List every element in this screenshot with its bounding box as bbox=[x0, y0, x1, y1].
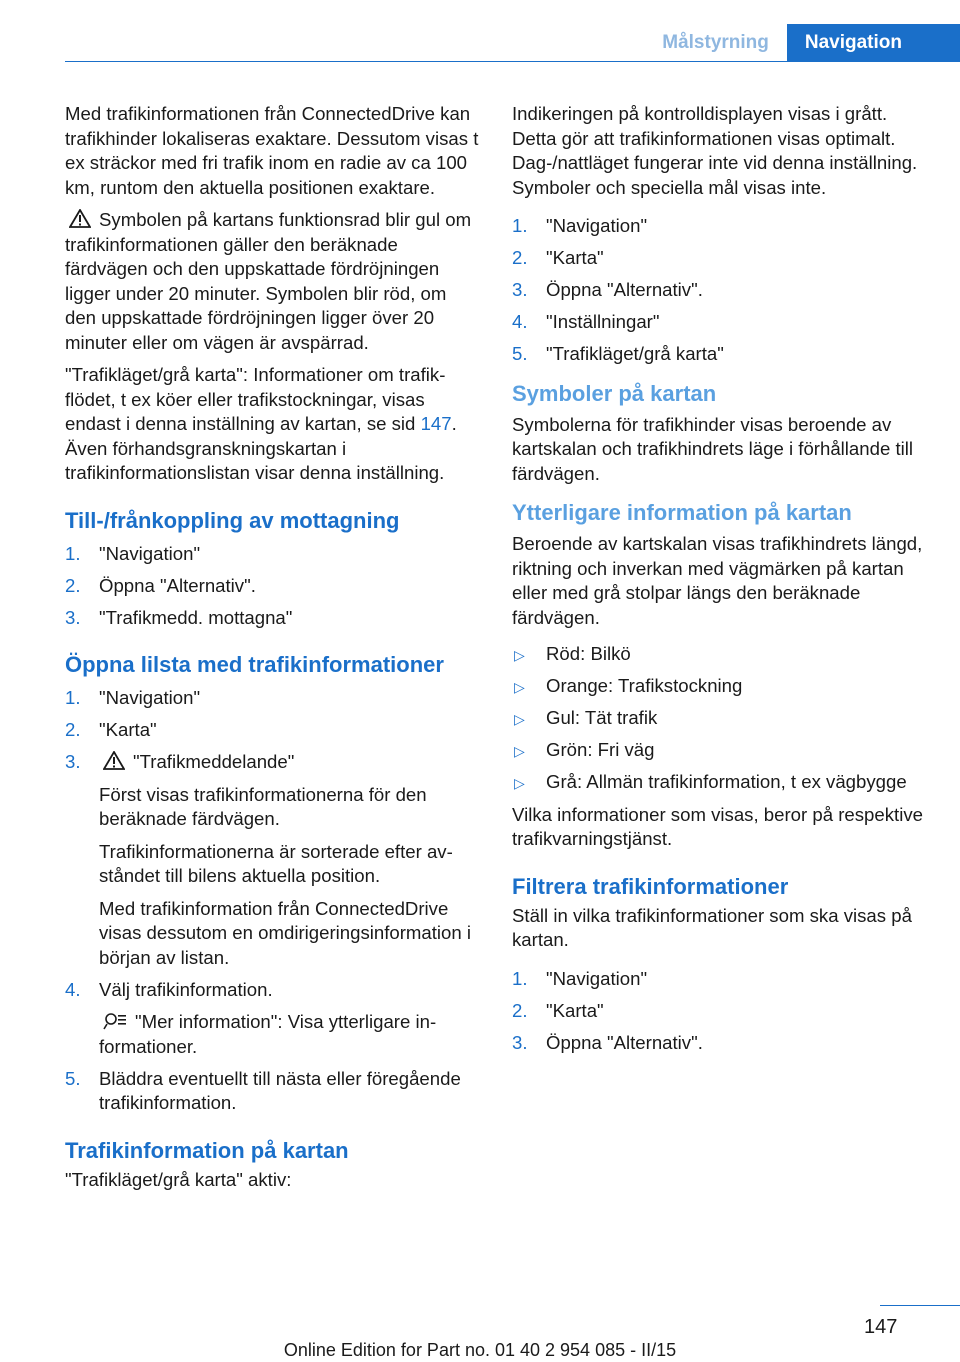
service-paragraph: Vilka informationer som visas, beror på respektive trafikvarningstjänst. bbox=[512, 803, 923, 849]
list-item: 5. "Trafikläget/grå karta" bbox=[512, 343, 724, 364]
open-list-steps bbox=[65, 686, 481, 1116]
settings-steps bbox=[512, 214, 928, 367]
traffic-map-text-end: . Även förhandsgranskningskartan i trafikinformationslistan visar denna inställning. bbox=[65, 413, 457, 483]
list-item: 4. Välj trafikinformation. "Mer information": Visa ytterligare informationer. bbox=[65, 978, 481, 1060]
list-item: 5. Bläddra eventuellt till nästa eller föregående trafikinformation. bbox=[65, 1067, 461, 1113]
step-note: "Mer information": Visa ytterligare informationer. bbox=[99, 1011, 437, 1057]
filter-paragraph: Ställ in vilka trafikinformationer som ska visas på kartan. bbox=[512, 904, 912, 950]
bullet-triangle-icon: ▷ bbox=[514, 711, 525, 727]
list-item: 3. "Trafikmedd. mottagna" bbox=[65, 606, 293, 628]
list-item: 1. "Navigation" bbox=[65, 687, 201, 708]
page-link[interactable]: 147 bbox=[420, 413, 452, 434]
list-item: ▷ Grön: Fri väg bbox=[512, 738, 928, 763]
heading-symbols: Symboler på kartan bbox=[512, 380, 717, 406]
filter-steps bbox=[512, 967, 928, 1056]
color-legend-list bbox=[512, 642, 928, 795]
header-divider bbox=[65, 61, 960, 62]
page-number-rule bbox=[880, 1305, 960, 1306]
list-item: 3. "Trafikmeddelande" Först visas trafikinformationerna för den beräknade färdvägen. Trafikinformationerna är sorterade efter avståndet till bilens aktuella position. Med trafikinformation från ConnectedDrive visas dessutom en omdirigeringsinformation i början av listan. bbox=[65, 750, 481, 970]
list-item: 1. "Navigation" bbox=[512, 967, 648, 989]
list-item: ▷ Röd: Bilkö bbox=[512, 642, 928, 667]
step-note: Trafikinformationerna är sorterade efter avståndet till bilens aktuella position. bbox=[99, 840, 453, 886]
more-info-paragraph: Beroende av kartskalan visas trafikhindrets längd, riktning och inverkan med vägmärken på kartan eller med grå stolpar längs den beräknade färdvägen. bbox=[512, 533, 923, 628]
list-item: 1. "Navigation" bbox=[65, 542, 201, 564]
left-column bbox=[65, 102, 481, 1200]
symbol-paragraph bbox=[65, 208, 481, 355]
list-item: 2. "Karta" bbox=[512, 999, 604, 1021]
heading-filter: Filtrera trafikinformationer bbox=[512, 873, 789, 899]
section-tab: Målstyrning bbox=[662, 32, 769, 53]
list-item: 4. "Inställningar" bbox=[512, 311, 660, 332]
page-number: 147 bbox=[864, 1316, 898, 1338]
heading-open-list: Öppna lilsta med trafikinformationer bbox=[65, 652, 444, 677]
traffic-map-text: "Trafikläget/grå karta": Informationer om trafikflödet, t ex köer eller trafikstockningar, visas endast i denna inställning av kartan, se sid bbox=[65, 364, 446, 434]
list-item: ▷ Grå: Allmän trafikinformation, t ex vägbygge bbox=[512, 770, 928, 795]
reception-steps bbox=[65, 542, 481, 631]
list-item: 3. Öppna "Alternativ". bbox=[512, 1031, 703, 1053]
list-item: ▷ Gul: Tät trafik bbox=[512, 706, 928, 731]
right-column bbox=[512, 102, 928, 1063]
warning-triangle-icon bbox=[69, 209, 91, 228]
chapter-tab: Navigation bbox=[787, 24, 960, 62]
heading-reception: Till-/frånkoppling av mottagning bbox=[65, 507, 400, 533]
symbol-text: Symbolen på kartans funktionsrad blir gul om trafikinformationen gäller den beräknade färdvägen och den uppskattade fördröjningen ligger under 20 minuter. Symbolen blir röd, om den uppskattade fördröjningen ligger över 20 minuter eller om vägen är avspärrad. bbox=[65, 209, 472, 353]
warning-triangle-icon bbox=[103, 751, 125, 770]
bullet-triangle-icon: ▷ bbox=[514, 679, 525, 695]
bullet-triangle-icon: ▷ bbox=[514, 775, 525, 791]
list-item: 2. "Karta" bbox=[65, 719, 157, 740]
heading-more-info: Ytterligare information på kartan bbox=[512, 500, 852, 525]
traffic-map-paragraph bbox=[65, 363, 481, 486]
display-paragraph: Indikeringen på kontrolldisplayen visas i grått. Detta gör att trafikinformationen visas optimalt. Dag-/nattläget fungerar inte vid denna inställning. Symboler och speciella mål visas inte. bbox=[512, 103, 918, 198]
step-note: Med trafikinformation från ConnectedDrive visas dessutom en omdirigeringsinformation i början av listan. bbox=[99, 897, 472, 968]
list-item: 1. "Navigation" bbox=[512, 215, 648, 236]
step-note: Först visas trafikinformationerna för den beräknade färdvägen. bbox=[99, 783, 427, 829]
list-item: 3. Öppna "Alternativ". bbox=[512, 279, 703, 300]
list-item: 2. Öppna "Alternativ". bbox=[65, 574, 256, 596]
bullet-triangle-icon: ▷ bbox=[514, 647, 525, 663]
map-active-paragraph: "Trafikläget/grå karta" aktiv: bbox=[65, 1168, 292, 1190]
footer-edition: Online Edition for Part no. 01 40 2 954 085 - II/15 bbox=[283, 1340, 677, 1360]
intro-paragraph: Med trafikinformationen från ConnectedDrive kan trafikhinder lokaliseras exaktare. Dessutom visas t ex sträckor med fri trafik inom en radie av ca 100 km, runtom den aktuella positionen exaktare. bbox=[65, 103, 479, 198]
heading-traffic-on-map: Trafikinformation på kartan bbox=[65, 1137, 349, 1163]
page-header bbox=[644, 24, 960, 62]
list-item: 2. "Karta" bbox=[512, 247, 604, 268]
symbols-paragraph: Symbolerna för trafikhinder visas beroende av kartskalan och trafikhindrets läge i förhållande till färdvägen. bbox=[512, 413, 914, 484]
bullet-triangle-icon: ▷ bbox=[514, 743, 525, 759]
list-item: ▷ Orange: Trafikstockning bbox=[512, 674, 928, 699]
more-info-icon bbox=[103, 1012, 127, 1030]
